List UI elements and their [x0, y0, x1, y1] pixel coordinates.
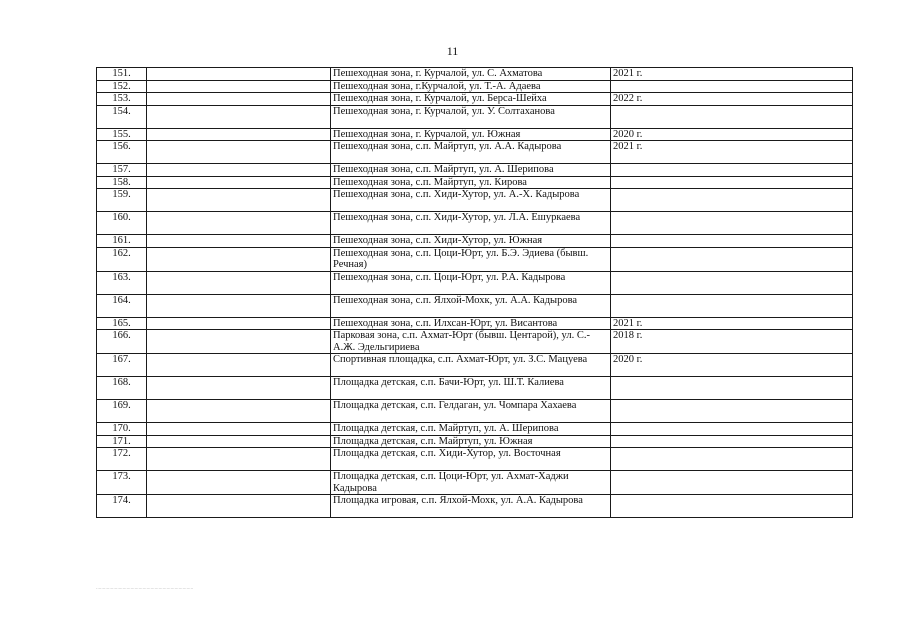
year-cell [611, 105, 853, 128]
table-row [97, 294, 853, 317]
blank-cell [147, 235, 331, 248]
year-cell: 2021 г. [611, 68, 853, 81]
object-description: Площадка детская, с.п. Майртуп, ул. А. Шерипова [331, 423, 611, 436]
object-description: Пешеходная зона, с.п. Майртуп, ул. А.А. Кадырова [331, 141, 611, 164]
year-cell [611, 435, 853, 448]
registry-table [96, 67, 853, 518]
table-row [97, 212, 853, 235]
year-cell [611, 189, 853, 212]
object-description: Пешеходная зона, г. Курчалой, ул. У. Солтаханова [331, 105, 611, 128]
year-cell: 2021 г. [611, 317, 853, 330]
row-number: 166. [97, 330, 147, 354]
blank-cell [147, 377, 331, 400]
blank-cell [147, 93, 331, 106]
year-cell [611, 471, 853, 495]
year-cell: 2018 г. [611, 330, 853, 354]
row-number: 165. [97, 317, 147, 330]
object-description: Площадка игровая, с.п. Ялхой-Мохк, ул. А.А. Кадырова [331, 495, 611, 518]
table-row [97, 317, 853, 330]
blank-cell [147, 317, 331, 330]
table-row [97, 495, 853, 518]
row-number: 158. [97, 176, 147, 189]
table-row [97, 141, 853, 164]
blank-cell [147, 471, 331, 495]
blank-cell [147, 400, 331, 423]
object-description: Площадка детская, с.п. Цоци-Юрт, ул. Ахмат-Хаджи Кадырова [331, 471, 611, 495]
blank-cell [147, 68, 331, 81]
table-row [97, 400, 853, 423]
blank-cell [147, 212, 331, 235]
row-number: 151. [97, 68, 147, 81]
blank-cell [147, 495, 331, 518]
table-row [97, 68, 853, 81]
blank-cell [147, 294, 331, 317]
table-row [97, 271, 853, 294]
footer-note: ········································································· [96, 586, 194, 591]
blank-cell [147, 448, 331, 471]
table-row [97, 176, 853, 189]
object-description: Пешеходная зона, с.п. Ялхой-Мохк, ул. А.А. Кадырова [331, 294, 611, 317]
year-cell: 2020 г. [611, 128, 853, 141]
table-row [97, 93, 853, 106]
year-cell [611, 164, 853, 177]
year-cell: 2021 г. [611, 141, 853, 164]
object-description: Пешеходная зона, с.п. Цоци-Юрт, ул. Р.А. Кадырова [331, 271, 611, 294]
row-number: 156. [97, 141, 147, 164]
row-number: 172. [97, 448, 147, 471]
year-cell [611, 377, 853, 400]
object-description: Пешеходная зона, с.п. Цоци-Юрт, ул. Б.Э. Эдиева (бывш. Речная) [331, 247, 611, 271]
year-cell [611, 176, 853, 189]
table-row [97, 247, 853, 271]
year-cell [611, 80, 853, 93]
table-row [97, 164, 853, 177]
table-row [97, 354, 853, 377]
object-description: Пешеходная зона, г. Курчалой, ул. Южная [331, 128, 611, 141]
table-row [97, 471, 853, 495]
object-description: Пешеходная зона, с.п. Майртуп, ул. А. Шерипова [331, 164, 611, 177]
row-number: 162. [97, 247, 147, 271]
object-description: Пешеходная зона, с.п. Хиди-Хутор, ул. Южная [331, 235, 611, 248]
year-cell [611, 423, 853, 436]
object-description: Площадка детская, с.п. Хиди-Хутор, ул. Восточная [331, 448, 611, 471]
blank-cell [147, 435, 331, 448]
blank-cell [147, 141, 331, 164]
row-number: 169. [97, 400, 147, 423]
row-number: 159. [97, 189, 147, 212]
row-number: 154. [97, 105, 147, 128]
blank-cell [147, 271, 331, 294]
object-description: Пешеходная зона, с.п. Хиди-Хутор, ул. Л.А. Ешуркаева [331, 212, 611, 235]
registry-table-body [97, 68, 853, 518]
year-cell [611, 400, 853, 423]
object-description: Площадка детская, с.п. Майртуп, ул. Южная [331, 435, 611, 448]
object-description: Площадка детская, с.п. Бачи-Юрт, ул. Ш.Т. Калиева [331, 377, 611, 400]
row-number: 163. [97, 271, 147, 294]
year-cell [611, 495, 853, 518]
blank-cell [147, 128, 331, 141]
object-description: Спортивная площадка, с.п. Ахмат-Юрт, ул. З.С. Мацуева [331, 354, 611, 377]
table-row [97, 128, 853, 141]
year-cell: 2020 г. [611, 354, 853, 377]
blank-cell [147, 423, 331, 436]
blank-cell [147, 189, 331, 212]
row-number: 155. [97, 128, 147, 141]
table-row [97, 235, 853, 248]
row-number: 164. [97, 294, 147, 317]
year-cell [611, 212, 853, 235]
blank-cell [147, 176, 331, 189]
row-number: 168. [97, 377, 147, 400]
table-row [97, 448, 853, 471]
blank-cell [147, 247, 331, 271]
year-cell: 2022 г. [611, 93, 853, 106]
table-row [97, 330, 853, 354]
row-number: 153. [97, 93, 147, 106]
page-number: 11 [446, 44, 459, 58]
object-description: Пешеходная зона, г. Курчалой, ул. Берса-Шейха [331, 93, 611, 106]
object-description: Парковая зона, с.п. Ахмат-Юрт (бывш. Центарой), ул. С.-А.Ж. Эдельгириева [331, 330, 611, 354]
year-cell [611, 294, 853, 317]
table-row [97, 377, 853, 400]
row-number: 161. [97, 235, 147, 248]
row-number: 157. [97, 164, 147, 177]
object-description: Пешеходная зона, с.п. Хиди-Хутор, ул. А.-Х. Кадырова [331, 189, 611, 212]
year-cell [611, 247, 853, 271]
row-number: 160. [97, 212, 147, 235]
object-description: Площадка детская, с.п. Гелдаган, ул. Чомпара Хахаева [331, 400, 611, 423]
table-row [97, 80, 853, 93]
row-number: 173. [97, 471, 147, 495]
row-number: 167. [97, 354, 147, 377]
table-row [97, 105, 853, 128]
object-description: Пешеходная зона, г.Курчалой, ул. Т.-А. Адаева [331, 80, 611, 93]
year-cell [611, 235, 853, 248]
row-number: 152. [97, 80, 147, 93]
year-cell [611, 271, 853, 294]
blank-cell [147, 80, 331, 93]
blank-cell [147, 105, 331, 128]
blank-cell [147, 354, 331, 377]
year-cell [611, 448, 853, 471]
object-description: Пешеходная зона, с.п. Илхсан-Юрт, ул. Висантова [331, 317, 611, 330]
table-row [97, 189, 853, 212]
row-number: 174. [97, 495, 147, 518]
object-description: Пешеходная зона, с.п. Майртуп, ул. Кирова [331, 176, 611, 189]
row-number: 171. [97, 435, 147, 448]
row-number: 170. [97, 423, 147, 436]
object-description: Пешеходная зона, г. Курчалой, ул. С. Ахматова [331, 68, 611, 81]
blank-cell [147, 330, 331, 354]
table-row [97, 435, 853, 448]
table-row [97, 423, 853, 436]
blank-cell [147, 164, 331, 177]
